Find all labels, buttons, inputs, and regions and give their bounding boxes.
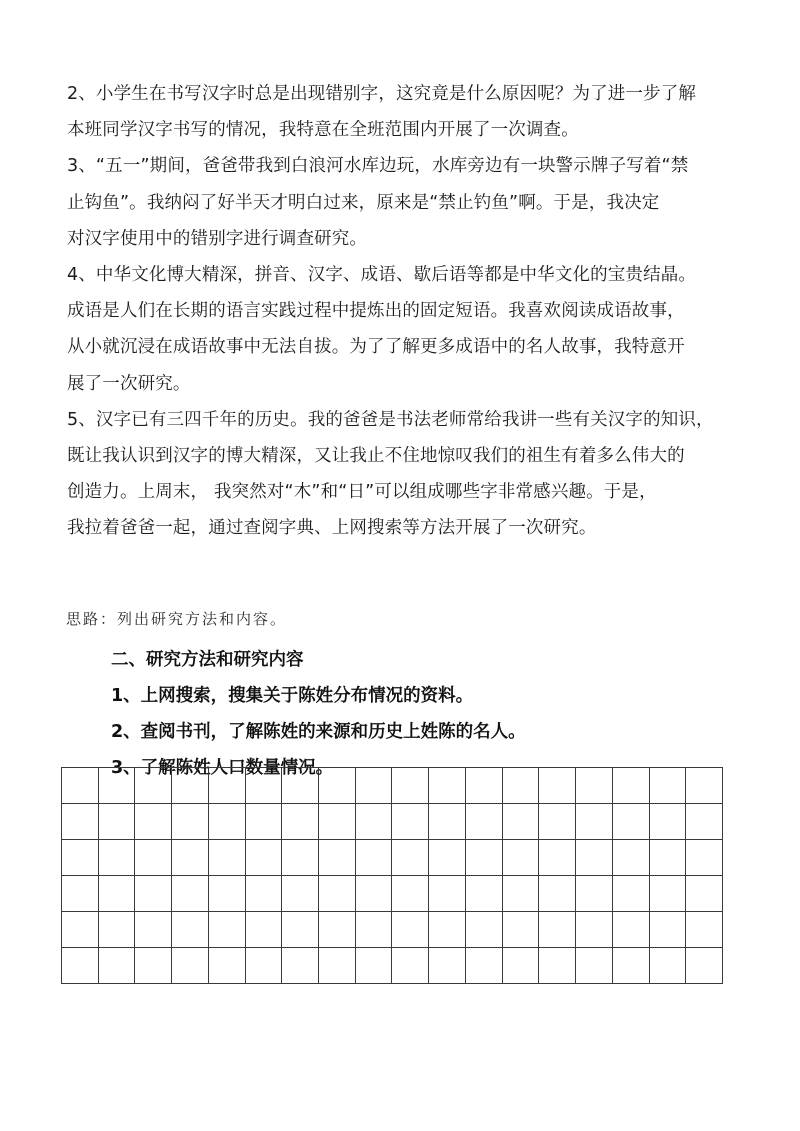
grid-cell — [539, 804, 576, 840]
grid-cell — [539, 840, 576, 876]
example-line: 止钩鱼”。我纳闷了好半天才明白过来，原来是“禁止钓鱼”啊。于是，我决定 — [67, 192, 660, 213]
grid-cell — [502, 876, 539, 912]
grid-cell — [245, 840, 282, 876]
grid-cell — [539, 768, 576, 804]
grid-cell — [686, 804, 723, 840]
grid-cell — [172, 912, 209, 948]
example-line: 4、中华文化博大精深，拼音、汉字、成语、歇后语等都是中华文化的宝贵结晶。 — [67, 264, 697, 285]
grid-cell — [392, 768, 429, 804]
grid-row — [62, 840, 723, 876]
grid-cell — [98, 768, 135, 804]
grid-cell — [98, 948, 135, 984]
grid-cell — [612, 948, 649, 984]
grid-cell — [282, 840, 319, 876]
grid-cell — [62, 768, 99, 804]
grid-cell — [429, 840, 466, 876]
grid-cell — [612, 804, 649, 840]
grid-cell — [429, 768, 466, 804]
grid-cell — [282, 948, 319, 984]
grid-cell — [429, 912, 466, 948]
grid-cell — [576, 912, 613, 948]
outline-item: 1、上网搜索，搜集关于陈姓分布情况的资料。 — [111, 686, 474, 706]
grid-cell — [319, 840, 356, 876]
grid-cell — [612, 768, 649, 804]
example-line: 2、小学生在书写汉字时总是出现错别字，这究竟是什么原因呢？为了进一步了解 — [67, 84, 697, 104]
topic-examples — [67, 76, 737, 546]
grid-cell — [355, 840, 392, 876]
grid-cell — [172, 840, 209, 876]
grid-cell — [576, 876, 613, 912]
grid-cell — [98, 912, 135, 948]
grid-cell — [208, 876, 245, 912]
grid-cell — [649, 912, 686, 948]
grid-cell — [576, 840, 613, 876]
grid-row — [62, 804, 723, 840]
grid-cell — [649, 876, 686, 912]
grid-cell — [465, 840, 502, 876]
grid-cell — [319, 912, 356, 948]
grid-cell — [686, 948, 723, 984]
grid-cell — [355, 948, 392, 984]
grid-row — [62, 876, 723, 912]
example-line: 我拉着爸爸一起，通过查阅字典、上网搜索等方法开展了一次研究。 — [67, 518, 597, 539]
grid-cell — [282, 912, 319, 948]
grid-cell — [62, 876, 99, 912]
grid-cell — [172, 876, 209, 912]
grid-cell — [208, 948, 245, 984]
grid-cell — [135, 840, 172, 876]
example-line: 从小就沉浸在成语故事中无法自拔。为了了解更多成语中的名人故事，我特意开 — [67, 337, 685, 358]
grid-cell — [208, 768, 245, 804]
grid-cell — [649, 768, 686, 804]
grid-cell — [465, 912, 502, 948]
grid-cell — [245, 876, 282, 912]
grid-cell — [502, 912, 539, 948]
grid-cell — [172, 768, 209, 804]
grid-cell — [649, 840, 686, 876]
grid-row — [62, 768, 723, 804]
grid-cell — [392, 948, 429, 984]
grid-cell — [686, 912, 723, 948]
grid-cell — [502, 804, 539, 840]
grid-cell — [98, 876, 135, 912]
grid-cell — [208, 912, 245, 948]
grid-cell — [465, 948, 502, 984]
grid-cell — [392, 876, 429, 912]
grid-cell — [245, 804, 282, 840]
grid-cell — [62, 804, 99, 840]
grid-cell — [135, 912, 172, 948]
grid-cell — [282, 876, 319, 912]
writing-grid — [61, 767, 723, 984]
grid-cell — [539, 912, 576, 948]
grid-cell — [135, 804, 172, 840]
grid-cell — [208, 840, 245, 876]
grid-cell — [502, 840, 539, 876]
outline-item: 2、查阅书刊，了解陈姓的来源和历史上姓陈的名人。 — [111, 722, 526, 742]
outline-item: 3、了解陈姓人口数量情况。 — [111, 758, 334, 778]
grid-cell — [62, 948, 99, 984]
example-line: 展了一次研究。 — [67, 373, 191, 394]
example-line: 成语是人们在长期的语言实践过程中提炼出的固定短语。我喜欢阅读成语故事， — [67, 301, 685, 322]
grid-cell — [245, 768, 282, 804]
grid-cell — [172, 948, 209, 984]
example-line: 本班同学汉字书写的情况，我特意在全班范围内开展了一次调查。 — [67, 120, 579, 141]
grid-cell — [319, 768, 356, 804]
grid-cell — [172, 804, 209, 840]
grid-cell — [465, 876, 502, 912]
grid-cell — [98, 804, 135, 840]
grid-cell — [319, 804, 356, 840]
grid-cell — [465, 768, 502, 804]
grid-row — [62, 948, 723, 984]
example-line: 3、“五一”期间，爸爸带我到白浪河水库边玩，水库旁边有一块警示牌子写着“禁 — [67, 156, 689, 177]
grid-cell — [392, 804, 429, 840]
grid-cell — [355, 804, 392, 840]
grid-cell — [686, 840, 723, 876]
grid-cell — [502, 948, 539, 984]
grid-cell — [576, 948, 613, 984]
grid-cell — [539, 876, 576, 912]
grid-cell — [319, 948, 356, 984]
grid-cell — [135, 768, 172, 804]
grid-cell — [245, 912, 282, 948]
grid-cell — [135, 876, 172, 912]
grid-cell — [245, 948, 282, 984]
grid-cell — [612, 840, 649, 876]
grid-cell — [429, 804, 466, 840]
grid-cell — [649, 804, 686, 840]
grid-cell — [355, 876, 392, 912]
thinking-hint: 思路：列出研究方法和内容。 — [66, 610, 288, 628]
grid-cell — [649, 948, 686, 984]
grid-cell — [539, 948, 576, 984]
grid-cell — [612, 912, 649, 948]
grid-cell — [62, 840, 99, 876]
grid-cell — [392, 840, 429, 876]
grid-cell — [502, 768, 539, 804]
grid-cell — [135, 948, 172, 984]
example-line: 创造力。上周末， 我突然对“木”和“日”可以组成哪些字非常感兴趣。于是， — [67, 482, 657, 503]
grid-cell — [429, 876, 466, 912]
grid-cell — [355, 768, 392, 804]
grid-cell — [686, 768, 723, 804]
example-line: 对汉字使用中的错别字进行调查研究。 — [67, 228, 368, 249]
grid-cell — [612, 876, 649, 912]
grid-cell — [319, 876, 356, 912]
grid-cell — [208, 804, 245, 840]
outline-heading: 二、研究方法和研究内容 — [111, 650, 304, 670]
grid-cell — [392, 912, 429, 948]
research-outline — [111, 642, 526, 786]
example-line: 既让我认识到汉字的博大精深，又让我止不住地惊叹我们的祖生有着多么伟大的 — [67, 445, 685, 466]
grid-cell — [686, 876, 723, 912]
grid-row — [62, 912, 723, 948]
example-line: 5、汉字已有三四千年的历史。我的爸爸是书法老师常给我讲一些有关汉字的知识， — [67, 409, 714, 430]
grid-cell — [576, 768, 613, 804]
grid-cell — [429, 948, 466, 984]
grid-cell — [576, 804, 613, 840]
grid-cell — [62, 912, 99, 948]
grid-cell — [282, 804, 319, 840]
grid-cell — [98, 840, 135, 876]
grid-cell — [282, 768, 319, 804]
grid-cell — [355, 912, 392, 948]
grid-cell — [465, 804, 502, 840]
